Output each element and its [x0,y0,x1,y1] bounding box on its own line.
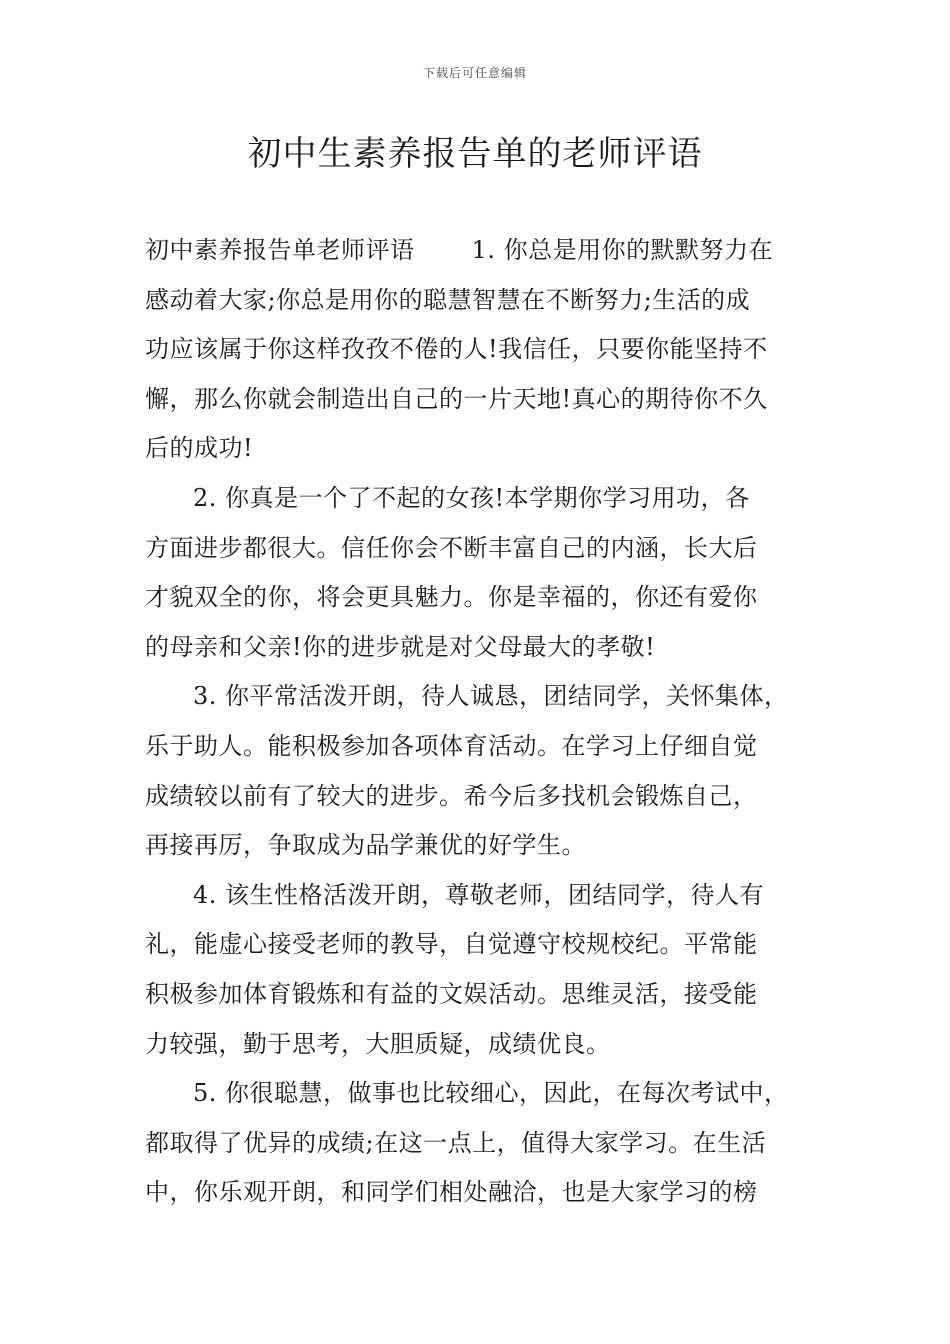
text-line: 功应该属于你这样孜孜不倦的人!我信任，只要你能坚持不 [145,335,768,364]
document-title: 初中生素养报告单的老师评语 [247,134,703,174]
text-line: 懈，那么你就会制造出自己的一片天地!真心的期待你不久 [145,384,768,413]
text-line: 后的成功! [145,434,254,463]
text-line: 4. 该生性格活泼开朗，尊敬老师，团结同学，待人有 [193,880,765,909]
text-line: 礼，能虚心接受老师的教导，自觉遵守校规校纪。平常能 [145,930,758,959]
text-line: 方面进步都很大。信任你会不断丰富自己的内涵，长大后 [145,533,758,562]
text-line: 力较强，勤于思考，大胆质疑，成绩优良。 [145,1029,611,1058]
text-line: 5. 你很聪慧，做事也比较细心，因此，在每次考试中， [193,1079,789,1108]
text-line: 再接再厉，争取成为品学兼优的好学生。 [145,831,586,860]
text-line: 3. 你平常活泼开朗，待人诚恳，团结同学，关怀集体， [193,682,789,711]
text-line: 成绩较以前有了较大的进步。希今后多找机会锻炼自己， [145,781,758,810]
text-line: 积极参加体育锻炼和有益的文娱活动。思维灵活，接受能 [145,979,758,1008]
text-line: 2. 你真是一个了不起的女孩!本学期你学习用功，各 [193,483,750,512]
text-line: 中，你乐观开朗，和同学们相处融洽，也是大家学习的榜 [145,1178,758,1207]
text-line: 的母亲和父亲!你的进步就是对父母最大的孝敬! [145,632,656,661]
text-line: 感动着大家;你总是用你的聪慧智慧在不断努力;生活的成 [145,285,751,314]
text-line: 乐于助人。能积极参加各项体育活动。在学习上仔细自觉 [145,731,758,760]
text-line: 都取得了优异的成绩;在这一点上，值得大家学习。在生活 [145,1128,767,1157]
text-line: 初中素养报告单老师评语 1. 你总是用你的默默努力在 [145,236,774,264]
document-body [145,226,835,1218]
header-note: 下载后可任意编辑 [422,66,527,80]
text-line: 才貌双全的你，将会更具魅力。你是幸福的，你还有爱你 [145,583,758,612]
